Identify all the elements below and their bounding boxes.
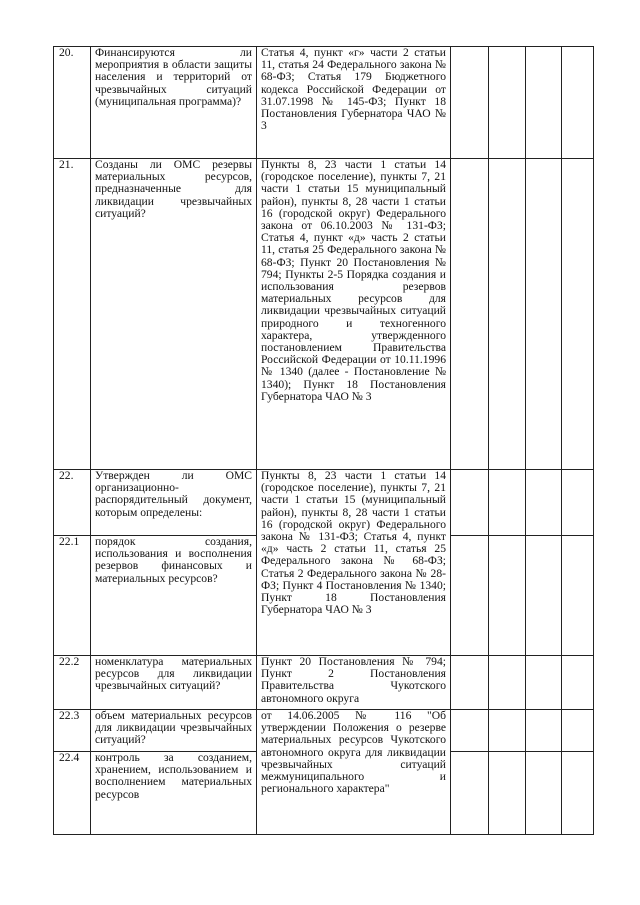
question-cell: порядок создания, использования и восполнения резервов финансовых и материальных ресурсов? xyxy=(91,536,257,656)
row-number: 22. xyxy=(54,470,91,536)
checklist-sheet xyxy=(53,46,594,835)
reference-cell: Пункты 8, 23 части 1 статьи 14 (городское поселение), пункты 7, 21 части 1 статьи 15 муниципальный район), пункты 8, 28 части 1 статьи 16 (городской округ) Федерального закона от 06.10.2003 № 131-ФЗ; Статья 4, пункт «д» часть 2 статьи 11, статья 25 Федерального закона № 68-ФЗ; Пункт 20 Постановления № 794; Пункты 2-5 Порядка создания и использования резервов материальных ресурсов для ликвидации чрезвычайных ситуаций природного и техногенного характера, утвержденного постановлением Правительства Российской Федерации от 10.11.1996 № 1340 (далее - Постановление № 1340); Пункт 18 Постановления Губернатора ЧАО № 3 xyxy=(257,159,451,470)
reference-cell: Пункт 20 Постановления № 794; Пункт 2 Постановления Правительства Чукотского автономного округа xyxy=(257,656,451,710)
comment-cell[interactable] xyxy=(562,470,594,536)
row-number: 22.2 xyxy=(54,656,91,710)
answer-no-cell[interactable] xyxy=(489,752,526,835)
row-number: 21. xyxy=(54,159,91,470)
answer-na-cell[interactable] xyxy=(526,752,562,835)
comment-cell[interactable] xyxy=(562,752,594,835)
answer-no-cell[interactable] xyxy=(489,470,526,536)
answer-yes-cell[interactable] xyxy=(451,159,489,470)
answer-na-cell[interactable] xyxy=(526,159,562,470)
answer-no-cell[interactable] xyxy=(489,710,526,752)
answer-no-cell[interactable] xyxy=(489,159,526,470)
answer-no-cell[interactable] xyxy=(489,47,526,159)
reference-cell: Статья 4, пункт «г» части 2 статьи 11, статья 24 Федерального закона № 68-ФЗ; Статья 179 Бюджетного кодекса Российской Федерации от 31.07.1998 № 145-ФЗ; Пункт 18 Постановления Губернатора ЧАО № 3 xyxy=(257,47,451,159)
comment-cell[interactable] xyxy=(562,536,594,656)
question-cell: контроль за созданием, хранением, использованием и восполнением материальных ресурсов xyxy=(91,752,257,835)
answer-na-cell[interactable] xyxy=(526,536,562,656)
question-cell: номенклатура материальных ресурсов для ликвидации чрезвычайных ситуаций? xyxy=(91,656,257,710)
answer-yes-cell[interactable] xyxy=(451,752,489,835)
answer-yes-cell[interactable] xyxy=(451,470,489,536)
answer-na-cell[interactable] xyxy=(526,47,562,159)
row-number: 22.1 xyxy=(54,536,91,656)
checklist-table xyxy=(53,46,594,835)
question-cell: Утвержден ли ОМС организационно-распорядительный документ, которым определены: xyxy=(91,470,257,536)
row-number: 20. xyxy=(54,47,91,159)
answer-yes-cell[interactable] xyxy=(451,536,489,656)
table-row xyxy=(54,710,594,752)
question-cell: Созданы ли ОМС резервы материальных ресурсов, предназначенные для ликвидации чрезвычайных ситуаций? xyxy=(91,159,257,470)
reference-cell: Пункты 8, 23 части 1 статьи 14 (городское поселение), пункты 7, 21 части 1 статьи 15 (муниципальный район), пункты 8, 28 части 1 статьи 16 (городской округ) Федерального закона № 131-ФЗ; Статья 4, пункт «д» часть 2 статьи 11, статья 25 Федерального закона № 68-ФЗ; Статья 2 Федерального закона № 28-ФЗ; Пункт 4 Постановления № 1340; Пункт 18 Постановления Губернатора ЧАО № 3 xyxy=(257,470,451,656)
answer-na-cell[interactable] xyxy=(526,470,562,536)
answer-yes-cell[interactable] xyxy=(451,47,489,159)
answer-na-cell[interactable] xyxy=(526,710,562,752)
comment-cell[interactable] xyxy=(562,47,594,159)
table-row xyxy=(54,159,594,470)
row-number: 22.4 xyxy=(54,752,91,835)
answer-yes-cell[interactable] xyxy=(451,710,489,752)
question-cell: Финансируются ли мероприятия в области защиты населения и территорий от чрезвычайных ситуаций (муниципальная программа)? xyxy=(91,47,257,159)
row-number: 22.3 xyxy=(54,710,91,752)
answer-na-cell[interactable] xyxy=(526,656,562,710)
answer-no-cell[interactable] xyxy=(489,656,526,710)
question-cell: объем материальных ресурсов для ликвидации чрезвычайных ситуаций? xyxy=(91,710,257,752)
answer-no-cell[interactable] xyxy=(489,536,526,656)
comment-cell[interactable] xyxy=(562,710,594,752)
comment-cell[interactable] xyxy=(562,159,594,470)
table-row xyxy=(54,656,594,710)
answer-yes-cell[interactable] xyxy=(451,656,489,710)
table-row xyxy=(54,47,594,159)
comment-cell[interactable] xyxy=(562,656,594,710)
table-row xyxy=(54,470,594,536)
reference-cell: от 14.06.2005 № 116 "Об утверждении Положения о резерве материальных ресурсов Чукотского автономного округа для ликвидации чрезвычайных ситуаций межмуниципального и регионального характера" xyxy=(257,710,451,835)
